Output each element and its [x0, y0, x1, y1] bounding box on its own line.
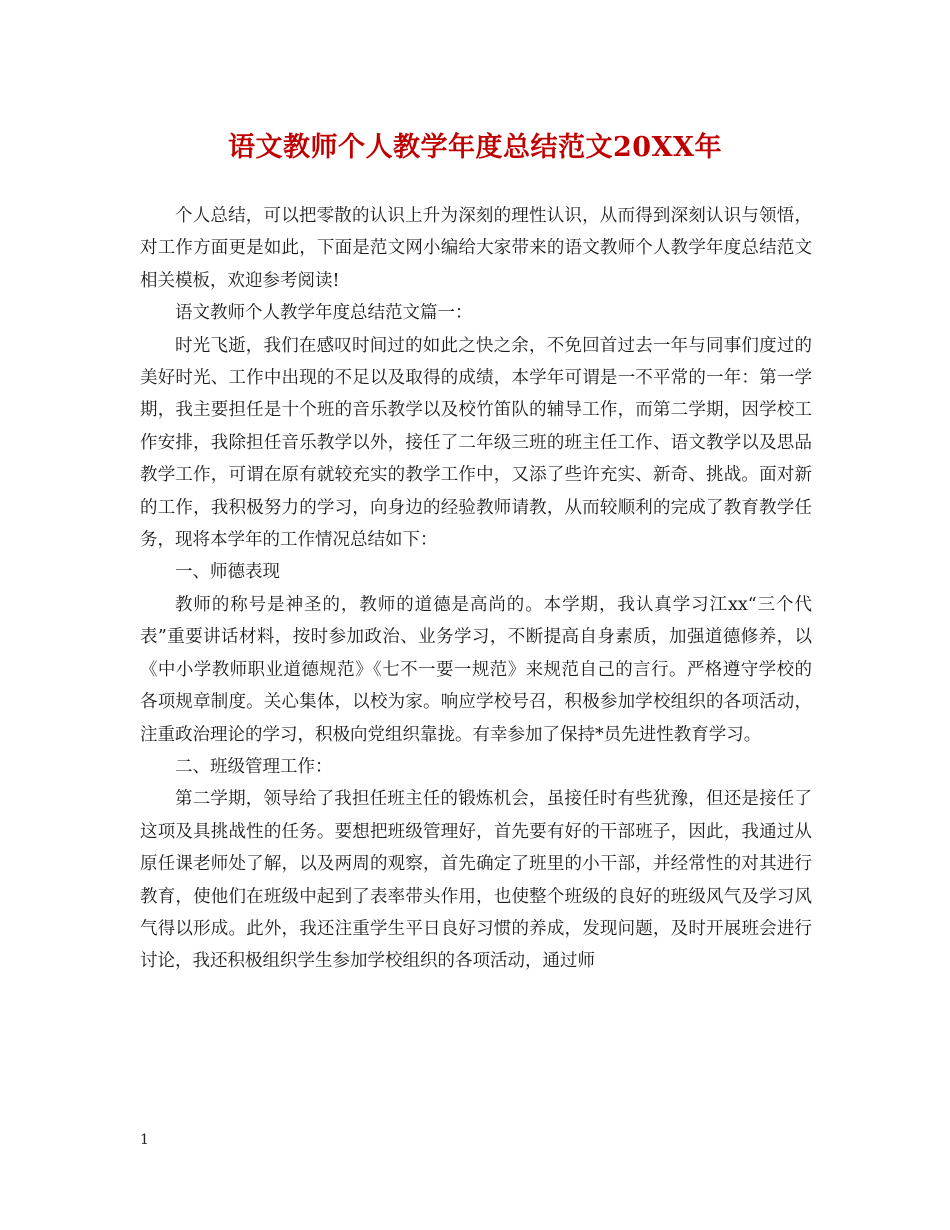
body-paragraph: 第二学期，领导给了我担任班主任的锻炼机会，虽接任时有些犹豫，但还是接任了这项及具挑战性的任务。要想把班级管理好，首先要有好的干部班子，因此，我通过从原任课老师处了解，以及两周的观察，首先确定了班里的小干部，并经常性的对其进行教育，使他们在班级中起到了表率带头作用，也使整个班级的良好的班级风气及学习风气得以形成。此外，我还注重学生平日良好习惯的养成，发现问题，及时开展班会进行讨论，我还积极组织学生参加学校组织的各项活动，通过师	[140, 789, 812, 972]
section-heading: 一、师德表现	[175, 562, 280, 583]
document-title: 语文教师个人教学年度总结范文20XX年	[228, 132, 722, 163]
section-heading: 二、班级管理工作：	[175, 756, 333, 777]
body-paragraph: 个人总结，可以把零散的认识上升为深刻的理性认识，从而得到深刻认识与领悟，对工作方面更是如此，下面是范文网小编给大家带来的语文教师个人教学年度总结范文相关模板，欢迎参考阅读!	[140, 206, 812, 291]
section-subtitle: 语文教师个人教学年度总结范文篇一：	[175, 303, 473, 324]
body-paragraph: 时光飞逝，我们在感叹时间过的如此之快之余，不免回首过去一年与同事们度过的美好时光、工作中出现的不足以及取得的成绩，本学年可谓是一不平常的一年：第一学期，我主要担任是十个班的音乐教学以及校竹笛队的辅导工作，而第二学期，因学校工作安排，我除担任音乐教学以外，接任了二年级三班的班主任工作、语文教学以及思品教学工作，可谓在原有就较充实的教学工作中，又添了些许充实、新奇、挑战。面对新的工作，我积极努力的学习，向身边的经验教师请教，从而较顺利的完成了教育教学任务，现将本学年的工作情况总结如下：	[140, 335, 812, 551]
document-body	[140, 200, 812, 978]
body-paragraph: 教师的称号是神圣的，教师的道德是高尚的。本学期，我认真学习江xx“三个代表”重要讲话材料，按时参加政治、业务学习，不断提高自身素质，加强道德修养，以《中小学教师职业道德规范》《七不一要一规范》来规范自己的言行。严格遵守学校的各项规章制度。关心集体，以校为家。响应学校号召，积极参加学校组织的各项活动，注重政治理论的学习，积极向党组织靠拢。有幸参加了保持*员先进性教育学习。	[140, 594, 812, 745]
page-number: 1	[140, 1132, 149, 1148]
